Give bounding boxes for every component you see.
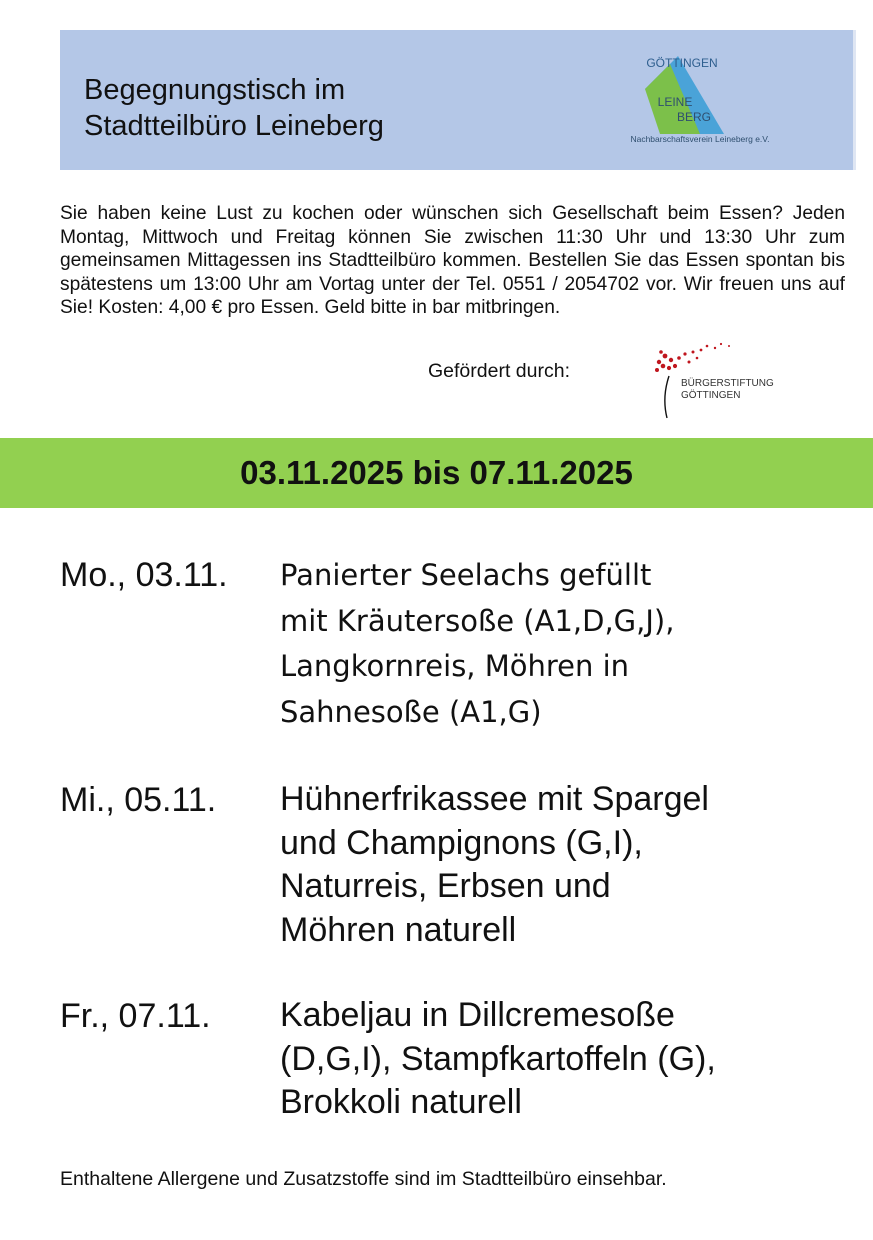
week-banner bbox=[0, 438, 873, 508]
sponsor-label: Gefördert durch: bbox=[428, 360, 570, 382]
dandelion-stem bbox=[665, 376, 669, 418]
logo-text-bottom: Nachbarschaftsverein Leineberg e.V. bbox=[630, 134, 770, 144]
dish-line: Panierter Seelachs gefüllt bbox=[280, 558, 652, 592]
intro-paragraph: Sie haben keine Lust zu kochen oder wünschen sich Gesellschaft beim Essen? Jeden Montag, Mittwoch und Freitag können Sie zwischen 11:30 Uhr und 13:30 Uhr zum gemeinsamen Mittagessen ins Stadtteilbüro kommen. Bestellen Sie das Essen spontan bis spätestens um 13:00 Uhr am Vortag unter der Tel. 0551 / 2054702 vor. Wir freuen uns auf Sie! Kosten: 4,00 € pro Essen. Geld bitte in bar mitbringen. bbox=[60, 203, 845, 318]
dish-line: Möhren naturell bbox=[280, 910, 517, 949]
week-date-range: 03.11.2025 bis 07.11.2025 bbox=[240, 454, 633, 491]
title-line-1: Begegnungstisch im bbox=[84, 74, 346, 106]
logo-text-top: GÖTTINGEN bbox=[646, 56, 718, 70]
buergerstiftung-logo bbox=[645, 340, 785, 420]
day-label: Fr., 07.11. bbox=[60, 997, 211, 1035]
sponsor-logo-line-2: GÖTTINGEN bbox=[681, 390, 741, 401]
dish-line: Sahnesoße (A1,G) bbox=[280, 694, 542, 729]
dish-line: Brokkoli naturell bbox=[280, 1083, 522, 1121]
logo-text-berg: BERG bbox=[676, 110, 712, 124]
day-label: Mo., 03.11. bbox=[60, 556, 228, 594]
page-title bbox=[84, 72, 384, 144]
title-line-2: Stadtteilbüro Leineberg bbox=[84, 110, 384, 142]
dandelion-seeds bbox=[655, 343, 730, 372]
dish-line: mit Kräutersoße (A1,D,G,J), bbox=[280, 603, 675, 638]
dish-line: Hühnerfrikassee mit Spargel bbox=[280, 780, 709, 818]
dish-description bbox=[280, 553, 674, 735]
dish-description bbox=[280, 778, 709, 952]
dish-line: Kabeljau in Dillcremesoße bbox=[280, 996, 675, 1034]
dish-line: Naturreis, Erbsen und bbox=[280, 867, 611, 905]
day-label: Mi., 05.11. bbox=[60, 781, 217, 819]
logo-text-leine: LEINE bbox=[657, 95, 693, 109]
dish-line: (D,G,I), Stampfkartoffeln (G), bbox=[280, 1039, 716, 1078]
sponsor-logo-line-1: BÜRGERSTIFTUNG bbox=[681, 378, 774, 389]
dish-line: und Champignons (G,I), bbox=[280, 823, 643, 862]
allergen-note: Enthaltene Allergene und Zusatzstoffe sind im Stadtteilbüro einsehbar. bbox=[60, 1168, 667, 1190]
dish-description bbox=[280, 994, 716, 1125]
dish-line: Langkornreis, Möhren in bbox=[280, 649, 630, 683]
leineberg-logo bbox=[590, 54, 790, 154]
header-banner bbox=[60, 30, 856, 170]
